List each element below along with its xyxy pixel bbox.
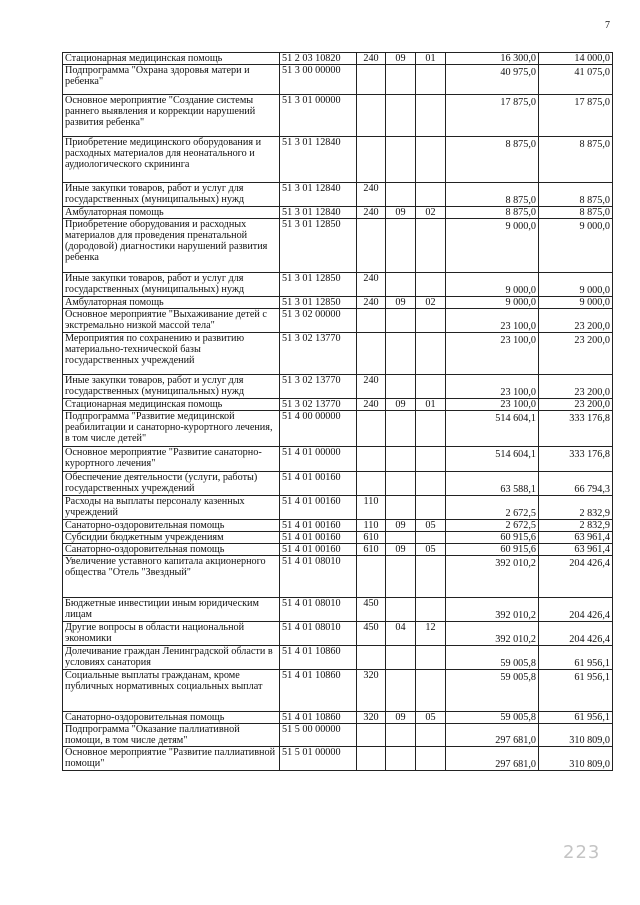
row-amount-year1: 8 875,0 xyxy=(446,207,539,219)
row-amount-year2: 310 809,0 xyxy=(539,724,613,747)
row-amount-year2: 310 809,0 xyxy=(539,747,613,771)
row-name: Основное мероприятие "Развитие паллиативной помощи" xyxy=(63,747,280,771)
row-expense-type: 320 xyxy=(357,712,386,724)
row-subsection: 12 xyxy=(416,622,446,646)
row-name: Приобретение оборудования и расходных материалов для проведения пренатальной (дородовой) диагностики нарушений развития ребенка xyxy=(63,219,280,273)
row-amount-year2: 204 426,4 xyxy=(539,556,613,598)
row-name: Иные закупки товаров, работ и услуг для государственных (муниципальных) нужд xyxy=(63,273,280,297)
row-subsection xyxy=(416,309,446,333)
row-section xyxy=(386,137,416,183)
row-expense-type: 110 xyxy=(357,520,386,532)
table-row xyxy=(63,598,613,622)
row-code: 51 3 01 12850 xyxy=(280,219,357,273)
row-code: 51 3 01 12840 xyxy=(280,207,357,219)
row-amount-year2: 63 961,4 xyxy=(539,532,613,544)
row-amount-year2: 2 832,9 xyxy=(539,496,613,520)
row-name: Стационарная медицинская помощь xyxy=(63,53,280,65)
row-name: Бюджетные инвестиции иным юридическим лицам xyxy=(63,598,280,622)
row-expense-type: 240 xyxy=(357,183,386,207)
row-code: 51 3 02 13770 xyxy=(280,375,357,399)
table-row xyxy=(63,273,613,297)
table-row xyxy=(63,472,613,496)
row-section xyxy=(386,646,416,670)
row-amount-year2: 9 000,0 xyxy=(539,297,613,309)
row-name: Иные закупки товаров, работ и услуг для государственных (муниципальных) нужд xyxy=(63,375,280,399)
table-row xyxy=(63,724,613,747)
row-code: 51 3 01 12850 xyxy=(280,273,357,297)
table-row xyxy=(63,520,613,532)
row-section: 09 xyxy=(386,520,416,532)
row-name: Подпрограмма "Оказание паллиативной помощи, в том числе детям" xyxy=(63,724,280,747)
row-amount-year1: 23 100,0 xyxy=(446,375,539,399)
row-subsection xyxy=(416,95,446,137)
stamp-mark: 223 xyxy=(563,842,601,863)
row-subsection xyxy=(416,747,446,771)
row-code: 51 4 01 08010 xyxy=(280,598,357,622)
row-name: Амбулаторная помощь xyxy=(63,207,280,219)
row-expense-type: 240 xyxy=(357,207,386,219)
row-code: 51 4 00 00000 xyxy=(280,411,357,447)
row-amount-year1: 8 875,0 xyxy=(446,137,539,183)
row-expense-type xyxy=(357,333,386,375)
row-code: 51 5 01 00000 xyxy=(280,747,357,771)
row-code: 51 5 00 00000 xyxy=(280,724,357,747)
row-expense-type xyxy=(357,747,386,771)
row-amount-year2: 204 426,4 xyxy=(539,598,613,622)
row-expense-type xyxy=(357,556,386,598)
row-name: Обеспечение деятельности (услуги, работы) государственных учреждений xyxy=(63,472,280,496)
row-name: Подпрограмма "Развитие медицинской реабилитации и санаторно-курортного лечения, в том числе детей" xyxy=(63,411,280,447)
row-subsection xyxy=(416,724,446,747)
table-row xyxy=(63,622,613,646)
row-code: 51 4 01 10860 xyxy=(280,646,357,670)
row-expense-type xyxy=(357,411,386,447)
row-code: 51 3 01 12840 xyxy=(280,183,357,207)
row-amount-year1: 59 005,8 xyxy=(446,712,539,724)
row-expense-type xyxy=(357,472,386,496)
table-body xyxy=(63,53,613,771)
row-amount-year2: 17 875,0 xyxy=(539,95,613,137)
row-name: Долечивание граждан Ленинградской области в условиях санатория xyxy=(63,646,280,670)
row-subsection xyxy=(416,496,446,520)
row-code: 51 3 01 12840 xyxy=(280,137,357,183)
row-code: 51 4 01 08010 xyxy=(280,556,357,598)
row-amount-year1: 60 915,6 xyxy=(446,544,539,556)
row-name: Санаторно-оздоровительная помощь xyxy=(63,544,280,556)
row-expense-type: 320 xyxy=(357,670,386,712)
row-code: 51 3 00 00000 xyxy=(280,65,357,95)
row-code: 51 4 01 00000 xyxy=(280,447,357,472)
row-expense-type: 240 xyxy=(357,375,386,399)
row-expense-type xyxy=(357,65,386,95)
row-amount-year1: 297 681,0 xyxy=(446,747,539,771)
table-row xyxy=(63,297,613,309)
row-amount-year1: 8 875,0 xyxy=(446,183,539,207)
row-amount-year2: 204 426,4 xyxy=(539,622,613,646)
row-amount-year1: 9 000,0 xyxy=(446,273,539,297)
row-section: 09 xyxy=(386,544,416,556)
row-section: 09 xyxy=(386,297,416,309)
row-subsection xyxy=(416,65,446,95)
row-section xyxy=(386,532,416,544)
row-amount-year1: 59 005,8 xyxy=(446,670,539,712)
row-section xyxy=(386,411,416,447)
row-amount-year2: 23 200,0 xyxy=(539,375,613,399)
row-expense-type: 610 xyxy=(357,544,386,556)
row-amount-year1: 9 000,0 xyxy=(446,297,539,309)
row-section xyxy=(386,219,416,273)
row-subsection: 01 xyxy=(416,399,446,411)
row-name: Увеличение уставного капитала акционерного общества "Отель "Звездный" xyxy=(63,556,280,598)
table-row xyxy=(63,670,613,712)
table-row xyxy=(63,447,613,472)
row-amount-year2: 63 961,4 xyxy=(539,544,613,556)
row-name: Основное мероприятие "Развитие санаторно-курортного лечения" xyxy=(63,447,280,472)
row-subsection xyxy=(416,447,446,472)
row-amount-year1: 63 588,1 xyxy=(446,472,539,496)
row-code: 51 4 01 00160 xyxy=(280,544,357,556)
row-expense-type xyxy=(357,447,386,472)
row-amount-year1: 392 010,2 xyxy=(446,556,539,598)
row-amount-year2: 2 832,9 xyxy=(539,520,613,532)
row-amount-year2: 333 176,8 xyxy=(539,411,613,447)
row-section xyxy=(386,273,416,297)
row-amount-year2: 8 875,0 xyxy=(539,207,613,219)
row-amount-year1: 392 010,2 xyxy=(446,622,539,646)
row-subsection xyxy=(416,598,446,622)
row-amount-year2: 23 200,0 xyxy=(539,333,613,375)
table-row xyxy=(63,53,613,65)
row-amount-year1: 17 875,0 xyxy=(446,95,539,137)
row-section xyxy=(386,95,416,137)
row-amount-year1: 2 672,5 xyxy=(446,496,539,520)
table-row xyxy=(63,65,613,95)
row-expense-type: 240 xyxy=(357,297,386,309)
row-code: 51 4 01 10860 xyxy=(280,670,357,712)
table-row xyxy=(63,747,613,771)
row-amount-year2: 61 956,1 xyxy=(539,646,613,670)
row-section xyxy=(386,496,416,520)
row-subsection xyxy=(416,375,446,399)
row-section xyxy=(386,724,416,747)
row-section xyxy=(386,65,416,95)
table-row xyxy=(63,646,613,670)
table-row xyxy=(63,712,613,724)
table-row xyxy=(63,399,613,411)
row-amount-year1: 392 010,2 xyxy=(446,598,539,622)
row-code: 51 4 01 00160 xyxy=(280,472,357,496)
table-row xyxy=(63,544,613,556)
row-expense-type: 610 xyxy=(357,532,386,544)
row-name: Расходы на выплаты персоналу казенных учреждений xyxy=(63,496,280,520)
row-name: Приобретение медицинского оборудования и расходных материалов для неонатального и аудиологического скрининга xyxy=(63,137,280,183)
row-code: 51 4 01 00160 xyxy=(280,532,357,544)
row-code: 51 3 01 12850 xyxy=(280,297,357,309)
table-row xyxy=(63,556,613,598)
row-subsection xyxy=(416,556,446,598)
row-name: Основное мероприятие "Выхаживание детей с экстремально низкой массой тела" xyxy=(63,309,280,333)
row-subsection: 02 xyxy=(416,207,446,219)
table-row xyxy=(63,375,613,399)
row-amount-year2: 8 875,0 xyxy=(539,183,613,207)
row-name: Стационарная медицинская помощь xyxy=(63,399,280,411)
row-subsection: 02 xyxy=(416,297,446,309)
row-amount-year2: 8 875,0 xyxy=(539,137,613,183)
row-subsection xyxy=(416,219,446,273)
row-amount-year1: 23 100,0 xyxy=(446,399,539,411)
row-expense-type: 110 xyxy=(357,496,386,520)
row-amount-year1: 514 604,1 xyxy=(446,447,539,472)
row-section: 09 xyxy=(386,53,416,65)
row-section xyxy=(386,556,416,598)
row-subsection xyxy=(416,333,446,375)
table-row xyxy=(63,532,613,544)
row-expense-type xyxy=(357,646,386,670)
row-section xyxy=(386,183,416,207)
row-amount-year2: 9 000,0 xyxy=(539,273,613,297)
row-amount-year1: 60 915,6 xyxy=(446,532,539,544)
row-section xyxy=(386,747,416,771)
row-code: 51 4 01 10860 xyxy=(280,712,357,724)
row-amount-year1: 59 005,8 xyxy=(446,646,539,670)
row-amount-year2: 23 200,0 xyxy=(539,399,613,411)
row-expense-type xyxy=(357,95,386,137)
table-row xyxy=(63,207,613,219)
row-amount-year2: 14 000,0 xyxy=(539,53,613,65)
table-row xyxy=(63,137,613,183)
row-subsection: 05 xyxy=(416,520,446,532)
row-amount-year1: 23 100,0 xyxy=(446,333,539,375)
row-expense-type xyxy=(357,219,386,273)
table-row xyxy=(63,183,613,207)
row-expense-type xyxy=(357,724,386,747)
row-code: 51 3 02 13770 xyxy=(280,399,357,411)
row-expense-type: 450 xyxy=(357,598,386,622)
row-code: 51 4 01 08010 xyxy=(280,622,357,646)
table-row xyxy=(63,95,613,137)
row-amount-year2: 9 000,0 xyxy=(539,219,613,273)
table-row xyxy=(63,333,613,375)
row-section: 09 xyxy=(386,399,416,411)
row-section: 04 xyxy=(386,622,416,646)
row-section xyxy=(386,472,416,496)
row-expense-type: 240 xyxy=(357,273,386,297)
row-subsection: 05 xyxy=(416,544,446,556)
row-amount-year1: 297 681,0 xyxy=(446,724,539,747)
row-amount-year2: 23 200,0 xyxy=(539,309,613,333)
row-subsection xyxy=(416,472,446,496)
row-code: 51 3 01 00000 xyxy=(280,95,357,137)
table-row xyxy=(63,219,613,273)
row-amount-year1: 40 975,0 xyxy=(446,65,539,95)
table-row xyxy=(63,411,613,447)
row-code: 51 2 03 10820 xyxy=(280,53,357,65)
row-amount-year1: 23 100,0 xyxy=(446,309,539,333)
row-section xyxy=(386,375,416,399)
row-expense-type: 240 xyxy=(357,399,386,411)
row-code: 51 4 01 00160 xyxy=(280,520,357,532)
row-name: Другие вопросы в области национальной экономики xyxy=(63,622,280,646)
row-amount-year1: 514 604,1 xyxy=(446,411,539,447)
row-name: Санаторно-оздоровительная помощь xyxy=(63,712,280,724)
row-amount-year2: 41 075,0 xyxy=(539,65,613,95)
row-section: 09 xyxy=(386,712,416,724)
row-section xyxy=(386,333,416,375)
row-subsection xyxy=(416,670,446,712)
row-name: Амбулаторная помощь xyxy=(63,297,280,309)
row-name: Подпрограмма "Охрана здоровья матери и ребенка" xyxy=(63,65,280,95)
row-subsection xyxy=(416,646,446,670)
row-name: Мероприятия по сохранению и развитию материально-технической базы государственных учреждений xyxy=(63,333,280,375)
row-amount-year2: 333 176,8 xyxy=(539,447,613,472)
row-name: Субсидии бюджетным учреждениям xyxy=(63,532,280,544)
row-subsection xyxy=(416,137,446,183)
row-subsection xyxy=(416,273,446,297)
table-row xyxy=(63,496,613,520)
row-expense-type xyxy=(357,137,386,183)
table-row xyxy=(63,309,613,333)
row-subsection xyxy=(416,411,446,447)
row-amount-year2: 61 956,1 xyxy=(539,670,613,712)
row-code: 51 3 02 13770 xyxy=(280,333,357,375)
row-name: Санаторно-оздоровительная помощь xyxy=(63,520,280,532)
row-section xyxy=(386,309,416,333)
row-amount-year2: 66 794,3 xyxy=(539,472,613,496)
row-subsection xyxy=(416,183,446,207)
page-number: 7 xyxy=(605,20,610,31)
row-name: Иные закупки товаров, работ и услуг для государственных (муниципальных) нужд xyxy=(63,183,280,207)
row-subsection xyxy=(416,532,446,544)
row-expense-type: 450 xyxy=(357,622,386,646)
row-section xyxy=(386,447,416,472)
row-amount-year2: 61 956,1 xyxy=(539,712,613,724)
row-subsection: 01 xyxy=(416,53,446,65)
row-amount-year1: 16 300,0 xyxy=(446,53,539,65)
row-expense-type: 240 xyxy=(357,53,386,65)
row-name: Социальные выплаты гражданам, кроме публичных нормативных социальных выплат xyxy=(63,670,280,712)
row-name: Основное мероприятие "Создание системы раннего выявления и коррекции нарушений развития ребенка" xyxy=(63,95,280,137)
row-section: 09 xyxy=(386,207,416,219)
row-expense-type xyxy=(357,309,386,333)
budget-table xyxy=(62,52,613,771)
row-amount-year1: 2 672,5 xyxy=(446,520,539,532)
row-section xyxy=(386,598,416,622)
row-subsection: 05 xyxy=(416,712,446,724)
row-amount-year1: 9 000,0 xyxy=(446,219,539,273)
row-code: 51 4 01 00160 xyxy=(280,496,357,520)
row-code: 51 3 02 00000 xyxy=(280,309,357,333)
row-section xyxy=(386,670,416,712)
